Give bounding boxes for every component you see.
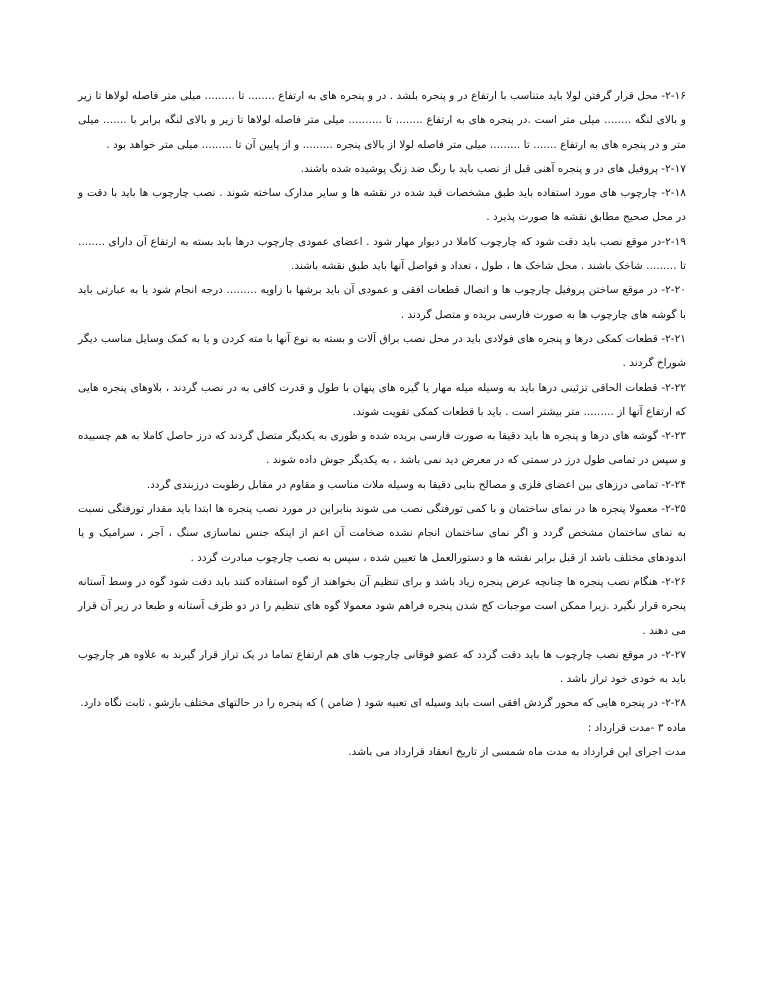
clause-2-22: ۲-۲۲- قطعات الحاقی تزئینی درها باید به وسیله میله مهار یا گیره های پنهان با طول و قدرت کافی به در نصب گردند ، بلاوهای پنجره هایی که ارتفاع آنها از ......... متر بیشتر است . باید با قطعات کمکی تقویت شوند. bbox=[78, 381, 686, 418]
document-body bbox=[78, 84, 686, 764]
clause-2-20: ۲-۲۰- در موقع ساختن پروفیل چارچوب ها و اتصال قطعات افقی و عمودی آن باید برشها با زاویه ......... درجه انجام شود یا به عبارتی باید با گوشه های چارچوب ها به صورت فارسی بریده و متصل گردند . bbox=[78, 284, 686, 321]
clause-2-25: ۲-۲۵- معمولا پنجره ها در نمای ساختمان و با کمی تورفتگی نصب می شوند بنابراین در مورد نصب پنجره ها ابتدا باید مقدار تورفتگی نسبت به نمای ساختمان مشخص گردد و اگر نمای ساختمان انجام نشده ضخامت آن اعم از اینکه جنس نماسازی سنگ ، آجر ، سرامیک و یا اندودهای مختلف باشد از قبل برابر نقشه ها و دستورالعمل ها تعیین شده ، سپس به نصب چارچوب مبادرت گردد . bbox=[78, 503, 686, 564]
clause-2-24: ۲-۲۴- تمامی درزهای بین اعضای فلزی و مصالح بنایی دقیقا به وسیله ملات مناسب و مقاوم در مقابل رطوبت درزبندی گردد. bbox=[146, 478, 686, 491]
clause-2-27: ۲-۲۷- در موقع نصب چارچوب ها باید دقت گردد که عضو فوقانی چارچوب های هم ارتفاع تماما در یک تراز قرار گیرند به علاوه هر چارچوب باید به خودی خود تراز باشد . bbox=[78, 648, 686, 686]
clause-2-17: ۲-۱۷- پروفیل های در و پنجره آهنی قبل از نصب باید با رنگ ضد زنگ پوشیده شده باشند. bbox=[300, 162, 686, 175]
clause-2-26: ۲-۲۶- هنگام نصب پنجره ها چنانچه عرض پنجره زیاد باشد و برای تنظیم آن بخواهند از گوه استفاده کنند باید دقت شود گوه در وسط آستانه پنجره قرار نگیرد .زیرا ممکن است موجبات کج شدن پنجره فراهم شود معمولا گوه های تنظیم را در دو طرف آستانه و طبعا در زیر آن قرار می دهند . bbox=[78, 575, 686, 637]
article-3-heading: ماده ۳ -مدت قرارداد : bbox=[587, 721, 686, 734]
clause-2-18: ۲-۱۸- چارچوب های مورد استفاده باید طبق مشخصات قید شده در نقشه ها و سایر مدارک ساخته شوند . نصب چارچوب ها باید با دقت و در محل صحیح مطابق نقشه ها صورت پذیرد . bbox=[78, 187, 686, 224]
clause-2-28: ۲-۲۸- در پنجره هایی که محور گردش افقی است باید وسیله ای تعبیه شود ( ضامن ) که پنجره را در حالتهای مختلف بازشو ، ثابت نگاه دارد. bbox=[80, 697, 686, 710]
clause-2-21: ۲-۲۱- قطعات کمکی درها و پنجره های فولادی باید در محل نصب براق آلات و بسته به نوع آنها با مته کردن و یا به کمک وسایل مناسب دیگر شوراخ گردند . bbox=[78, 332, 686, 370]
article-3-duration-text: مدت اجرای این قرارداد به مدت ماه شمسی از تاریخ انعقاد قرارداد می باشد. bbox=[348, 746, 686, 759]
clause-2-23: ۲-۲۳- گوشه های درها و پنجره ها باید دقیقا به صورت فارسی بریده شده و طوری به یکدیگر متصل گردند که درز حاصل کاملا به هم چسبیده و سپس در تمامی طول درز در سمتی که در معرض دید نمی باشد ، به یکدیگر جوش داده شوند . bbox=[78, 430, 686, 467]
clause-2-19: ۲-۱۹-در موقع نصب باید دقت شود که چارچوب کاملا در دیوار مهار شود . اعضای عمودی چارچوب درها باید بسته به ارتفاع آن دارای ........ تا ......... شاخک باشند . محل شاخک ها ، طول ، تعداد و فواصل آنها باید طبق نقشه باشند. bbox=[78, 235, 686, 273]
clause-2-16: ۲-۱۶- محل قرار گرفتن لولا باید متناسب با ارتفاع در و پنجره بلشد . در و پنجره های به ارتفاع ........ تا ......... میلی متر فاصله لولاها تا زیر و بالای لنگه ........ میلی متر است .در پنجره های به ارتفاع ........ تا .......... میلی متر فاصله لولاها تا زیر و بالای لنگه برابر با ....... میلی متر و در پنجره های به ارتفاع ....... تا ......... میلی متر فاصله لولا از بالای پنجره ......... و از پایین آن تا ......... میلی متر خواهد بود . bbox=[78, 90, 686, 151]
